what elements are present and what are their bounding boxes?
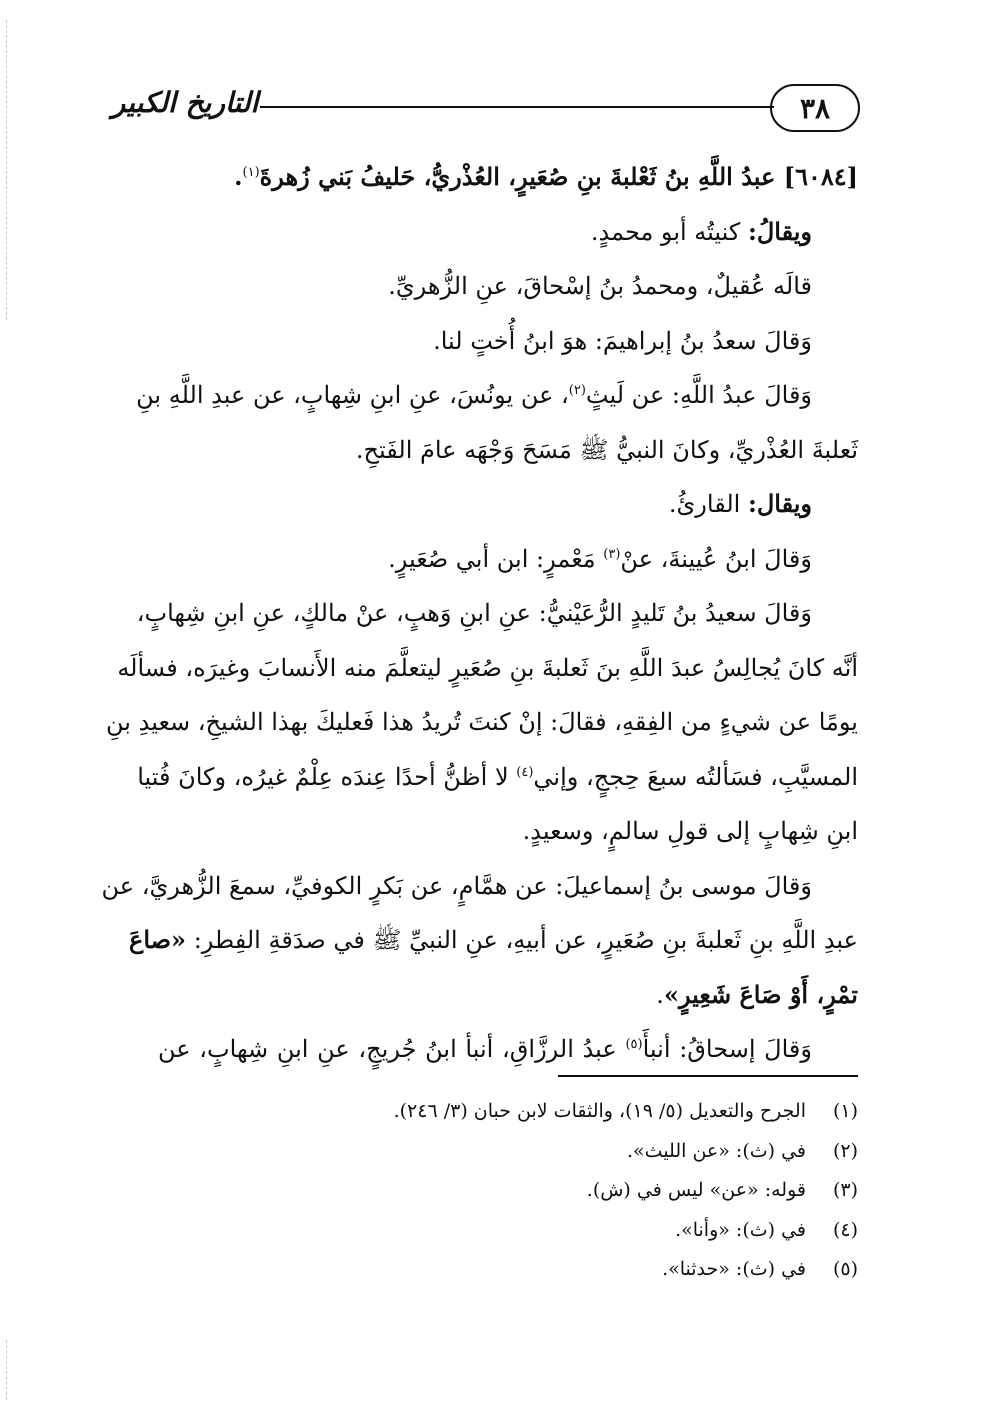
footnote-text: الجرح والتعديل (٥/ ١٩)، والثقات لابن حبان (٣/ ٢٤٦).	[393, 1100, 806, 1122]
text-line: وَقالَ سعيدُ بنُ تَليدٍ الرُّعَيْنيُّ: عنِ ابنِ وَهبٍ، عنْ مالكٍ، عنِ ابنِ شِهابٍ،	[136, 599, 812, 627]
text-line: وَقالَ ابنُ عُيينةَ، عنْ$^{(٣)}$ مَعْمرٍ: ابن أبي صُعَيرٍ.	[388, 544, 812, 573]
footnote-number: (١)	[832, 1100, 858, 1122]
page-number-badge	[770, 84, 860, 132]
footnote	[158, 1132, 858, 1172]
entry-heading: [٦٠٨٤] عبدُ اللَّهِ بنُ ثَعْلبةَ بنِ صُعَيرٍ، العُذْريُّ، حَليفُ بَني زُهرةَ$^{(١)}$.	[234, 162, 858, 191]
text-line: تمْرٍ، أَوْ صَاعَ شَعِيرٍ».	[656, 979, 858, 1009]
footnote	[158, 1171, 858, 1211]
hadith-quote: «صاعَ	[129, 925, 187, 954]
footnote-text: في (ث): «حدثنا».	[662, 1258, 806, 1280]
text-line: وَقالَ موسى بنُ إسماعيلَ: عن همَّامٍ، عن بَكرٍ الكوفيِّ، سمعَ الزُّهريَّ، عن	[101, 871, 812, 900]
footnote	[158, 1211, 858, 1251]
entry-number: [٦٠٨٤]	[783, 162, 858, 191]
hadith-quote: تمْرٍ، أَوْ صَاعَ شَعِيرٍ»	[663, 979, 858, 1009]
text-line: وَقالَ إسحاقُ: أنبأَ$^{(٥)}$ عبدُ الرزَّاقِ، أنبأ ابنُ جُريجٍ، عنِ ابنِ شِهابٍ، عن	[158, 1035, 812, 1063]
footnote-ref: (٢)	[568, 383, 586, 398]
footnote-ref: (٤)	[516, 764, 534, 780]
entry-name: عبدُ اللَّهِ بنُ ثَعْلبةَ بنِ صُعَيرٍ، العُذْريُّ، حَليفُ بَني زُهرةَ	[259, 162, 776, 191]
text-line: ثَعلبةَ العُذْريِّ، وكانَ النبيُّ ﷺ مَسَحَ وَجْهَه عامَ الفَتحِ.	[355, 435, 858, 464]
text-line: قالَه عُقيلٌ، ومحمدُ بنُ إسْحاقَ، عنِ الزُّهريِّ.	[388, 272, 812, 300]
header-rule	[260, 106, 774, 108]
footnote-ref: (٥)	[625, 1037, 643, 1052]
text-line: أنَّه كانَ يُجالِسُ عبدَ اللَّهِ بنَ ثَعلبةَ بنِ صُعَيرٍ ليتعلَّمَ منه الأَنسابَ وغيرَه، فسألَه	[117, 653, 858, 682]
text-line: عبدِ اللَّهِ بنِ ثَعلبةَ بنِ صُعَيرٍ، عن أبيهِ، عنِ النبيِّ ﷺ في صدَقةِ الفِطرِ: «صاعَ	[129, 925, 858, 954]
footnote-text: في (ث): «عن الليث».	[627, 1139, 806, 1162]
text-line: ويقال: القارئُ.	[668, 489, 812, 518]
footnote-number: (٤)	[832, 1218, 858, 1241]
footnote-number: (٢)	[832, 1139, 858, 1162]
footnote-number: (٥)	[832, 1258, 858, 1280]
said-label: ويقالُ:	[747, 216, 812, 246]
text-line: وَقالَ سعدُ بنُ إبراهيمَ: هوَ ابنُ أُختٍ لنا.	[433, 326, 812, 355]
scan-margin-line	[6, 1340, 7, 1400]
page-header	[110, 78, 860, 138]
said-label: ويقال:	[747, 489, 812, 518]
text-line: ويقالُ: كنيتُه أبو محمدٍ.	[590, 216, 812, 246]
footnote-text: في (ث): «وأنا».	[675, 1218, 806, 1241]
main-text	[101, 150, 858, 1077]
footnote-text: قوله: «عن» ليس في (ش).	[586, 1179, 806, 1201]
text-line: وَقالَ عبدُ اللَّهِ: عن لَيثٍ$^{(٢)}$، عن يونُسَ، عنِ ابنِ شِهابٍ، عن عبدِ اللَّهِ بنِ	[136, 381, 812, 409]
text-line: ابنِ شِهابٍ إلى قولِ سالمٍ، وسعيدٍ.	[522, 817, 858, 845]
footnote-ref: (٣)	[603, 546, 621, 562]
book-title: التاريخ الكبير	[111, 86, 259, 119]
scan-margin-line	[6, 20, 7, 320]
footnote-ref: (١)	[242, 165, 260, 180]
footnote	[158, 1250, 858, 1290]
footnotes	[158, 1092, 858, 1290]
text-line: يومًا عن شيءٍ من الفِقهِ، فقالَ: إنْ كنتَ تُريدُ هذا فَعليكَ بهذا الشيخِ، سعيدِ بنِ	[106, 708, 858, 736]
text-line: المسيَّبِ، فسَألتُه سبعَ حِججٍ، وإني$^{(٤)}$ لا أظنُّ أحدًا عِندَه عِلْمٌ غيرُه، وكانَ فُتيا	[137, 762, 858, 791]
footnote-number: (٣)	[832, 1179, 858, 1201]
footnote	[158, 1092, 858, 1132]
footnote-separator	[558, 1075, 858, 1077]
page-number: ٣٨	[799, 91, 831, 125]
